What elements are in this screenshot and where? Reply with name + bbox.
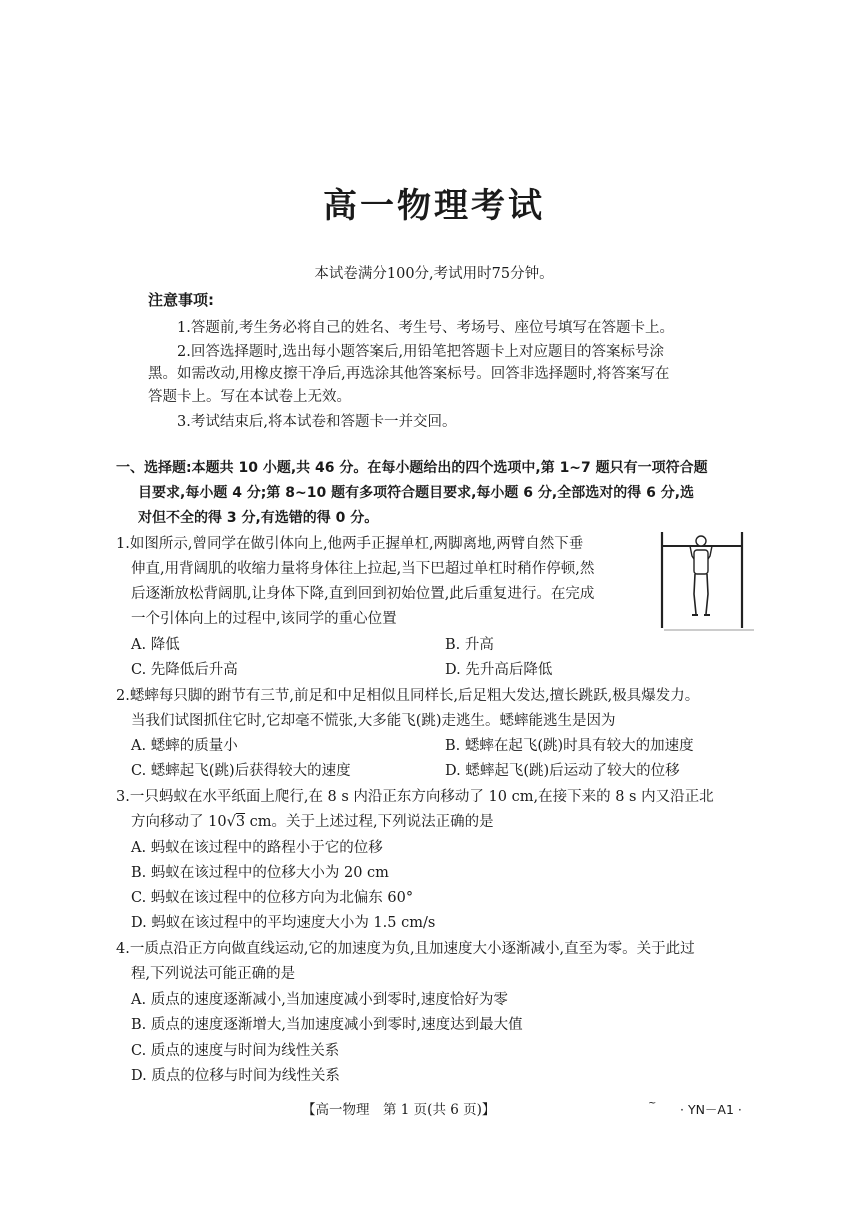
question-2-option-d: D. 蟋蟀起飞(跳)后运动了较大的位移 <box>445 763 680 779</box>
question-1-line: 1.如图所示,曾同学在做引体向上,他两手正握单杠,两脚离地,两臂自然下垂 <box>116 536 584 552</box>
question-3-option-d: D. 蚂蚁在该过程中的平均速度大小为 1.5 cm/s <box>131 915 436 931</box>
question-2-option-b: B. 蟋蟀在起飞(跳)时具有较大的加速度 <box>445 738 694 754</box>
question-4-option-a: A. 质点的速度逐渐减小,当加速度减小到零时,速度恰好为零 <box>131 992 508 1008</box>
question-3-line: 3.一只蚂蚁在水平纸面上爬行,在 8 s 内沿正东方向移动了 10 cm,在接下来的 8 s 内又沿正北 <box>116 789 714 805</box>
question-4-option-d: D. 质点的位移与时间为线性关系 <box>131 1068 340 1084</box>
question-3-text-post: cm。关于上述过程,下列说法正确的是 <box>245 814 494 830</box>
section-instructions-line: 一、选择题:本题共 10 小题,共 46 分。在每小题给出的四个选项中,第 1~7 题只有一项符合题 <box>116 460 708 476</box>
question-1-option-a: A. 降低 <box>131 637 180 653</box>
question-2-line: 当我们试图抓住它时,它却毫不慌张,大多能飞(跳)走逃生。蟋蟀能逃生是因为 <box>131 713 616 729</box>
question-2-option-c: C. 蟋蟀起飞(跳)后获得较大的速度 <box>131 763 351 779</box>
figure-legs <box>694 574 708 614</box>
question-1-line: 后逐渐放松背阔肌,让身体下降,直到回到初始位置,此后重复进行。在完成 <box>131 586 595 602</box>
question-3-text-pre: 方向移动了 10 <box>131 814 227 830</box>
footer-page-info: 【高一物理 第 1 页(共 6 页)】 <box>302 1102 496 1118</box>
question-1-line: 一个引体向上的过程中,该同学的重心位置 <box>131 611 397 627</box>
question-3-sqrt-value: 3 <box>235 814 246 830</box>
question-3-option-b: B. 蚂蚁在该过程中的位移大小为 20 cm <box>131 865 389 881</box>
question-1-option-b: B. 升高 <box>445 637 494 653</box>
question-4-line: 程,下列说法可能正确的是 <box>131 966 296 982</box>
question-1-option-d: D. 先升高后降低 <box>445 662 553 678</box>
question-4-option-c: C. 质点的速度与时间为线性关系 <box>131 1043 340 1059</box>
question-1-option-c: C. 先降低后升高 <box>131 662 238 678</box>
question-4-option-b: B. 质点的速度逐渐增大,当加速度减小到零时,速度达到最大值 <box>131 1017 523 1033</box>
section-instructions-line: 目要求,每小题 4 分;第 8~10 题有多项符合题目要求,每小题 6 分,全部选对的得 6 分,选 <box>138 485 695 501</box>
exam-title: 高一物理考试 <box>323 186 545 226</box>
figure-head <box>696 536 706 546</box>
footer-mark: ~ <box>648 1098 657 1109</box>
pull-up-figure <box>656 528 758 632</box>
notes-line: 3.考试结束后,将本试卷和答题卡一并交回。 <box>177 414 457 430</box>
footer-exam-code: · YN－A1 · <box>680 1102 742 1117</box>
figure-torso <box>694 550 708 574</box>
notes-heading: 注意事项: <box>148 291 214 309</box>
question-3-option-a: A. 蚂蚁在该过程中的路程小于它的位移 <box>131 840 383 856</box>
notes-line: 1.答题前,考生务必将自己的姓名、考生号、考场号、座位号填写在答题卡上。 <box>177 320 674 336</box>
question-4-line: 4.一质点沿正方向做直线运动,它的加速度为负,且加速度大小逐渐减小,直至为零。关于此过 <box>116 941 695 957</box>
question-1-line: 伸直,用背阔肌的收缩力量将身体往上拉起,当下巴超过单杠时稍作停顿,然 <box>131 561 595 577</box>
question-2-line: 2.蟋蟀每只脚的跗节有三节,前足和中足相似且同样长,后足粗大发达,擅长跳跃,极具爆发力。 <box>116 688 700 704</box>
question-3-option-c: C. 蚂蚁在该过程中的位移方向为北偏东 60° <box>131 890 414 906</box>
notes-line: 2.回答选择题时,选出每小题答案后,用铅笔把答题卡上对应题目的答案标号涂 <box>177 344 665 360</box>
exam-subtitle: 本试卷满分100分,考试用时75分钟。 <box>314 266 554 282</box>
question-3-line: 方向移动了 10√3 cm。关于上述过程,下列说法正确的是 <box>131 814 494 830</box>
section-instructions-line: 对但不全的得 3 分,有选错的得 0 分。 <box>138 510 379 526</box>
notes-line: 答题卡上。写在本试卷上无效。 <box>148 389 351 405</box>
notes-line: 黑。如需改动,用橡皮擦干净后,再选涂其他答案标号。回答非选择题时,将答案写在 <box>148 366 670 382</box>
question-2-option-a: A. 蟋蟀的质量小 <box>131 738 238 754</box>
